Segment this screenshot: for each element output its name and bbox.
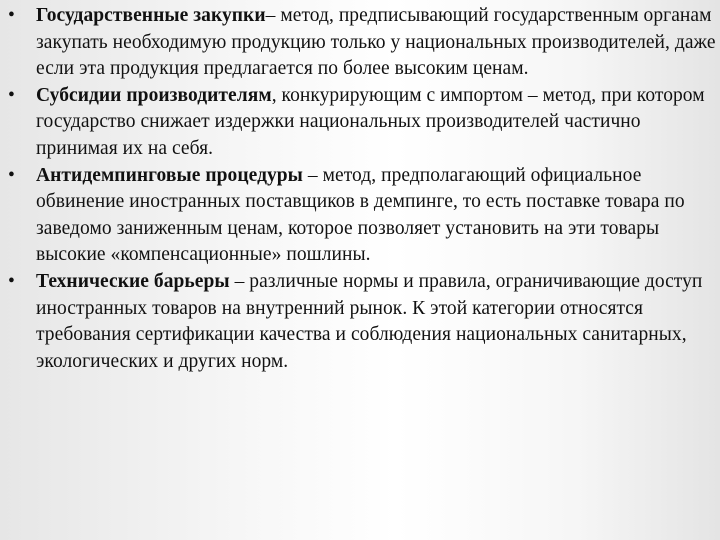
- bullet-list: [8, 3, 716, 375]
- list-item-government-procurement: [8, 3, 716, 83]
- item-definition: – метод, предписывающий государственным органам закупать необходимую продукцию только у национальных производителей, даже если эта продукция предлагается по более высоким ценам.: [36, 5, 716, 80]
- item-definition: , конкурирующим с импортом – метод, при котором государство снижает издержки национальных производителей частично принимая их на себя.: [36, 84, 705, 159]
- bullet-icon: •: [8, 270, 15, 292]
- bullet-icon: •: [8, 164, 15, 186]
- item-term: Государственные закупки: [36, 5, 266, 26]
- item-term: Технические барьеры: [36, 270, 230, 292]
- item-term: Субсидии производителям: [36, 84, 272, 106]
- bullet-icon: •: [8, 5, 15, 26]
- list-item-technical-barriers: [8, 269, 716, 375]
- item-definition: – различные нормы и правила, ограничивающие доступ иностранных товаров на внутренний рынок. К этой категории относятся требования сертификации качества и соблюдения национальных санитарных, экологических и других норм.: [36, 270, 703, 372]
- list-item-antidumping-procedures: [8, 163, 716, 269]
- bullet-icon: •: [8, 84, 15, 106]
- item-definition: – метод, предполагающий официальное обвинение иностранных поставщиков в демпинге, то есть поставке товара по заведомо заниженным ценам, которое позволяет установить на эти товары высокие «компенсационные» пошлины.: [36, 164, 685, 266]
- item-term: Антидемпинговые процедуры: [36, 164, 303, 186]
- list-item-producer-subsidies: [8, 83, 716, 163]
